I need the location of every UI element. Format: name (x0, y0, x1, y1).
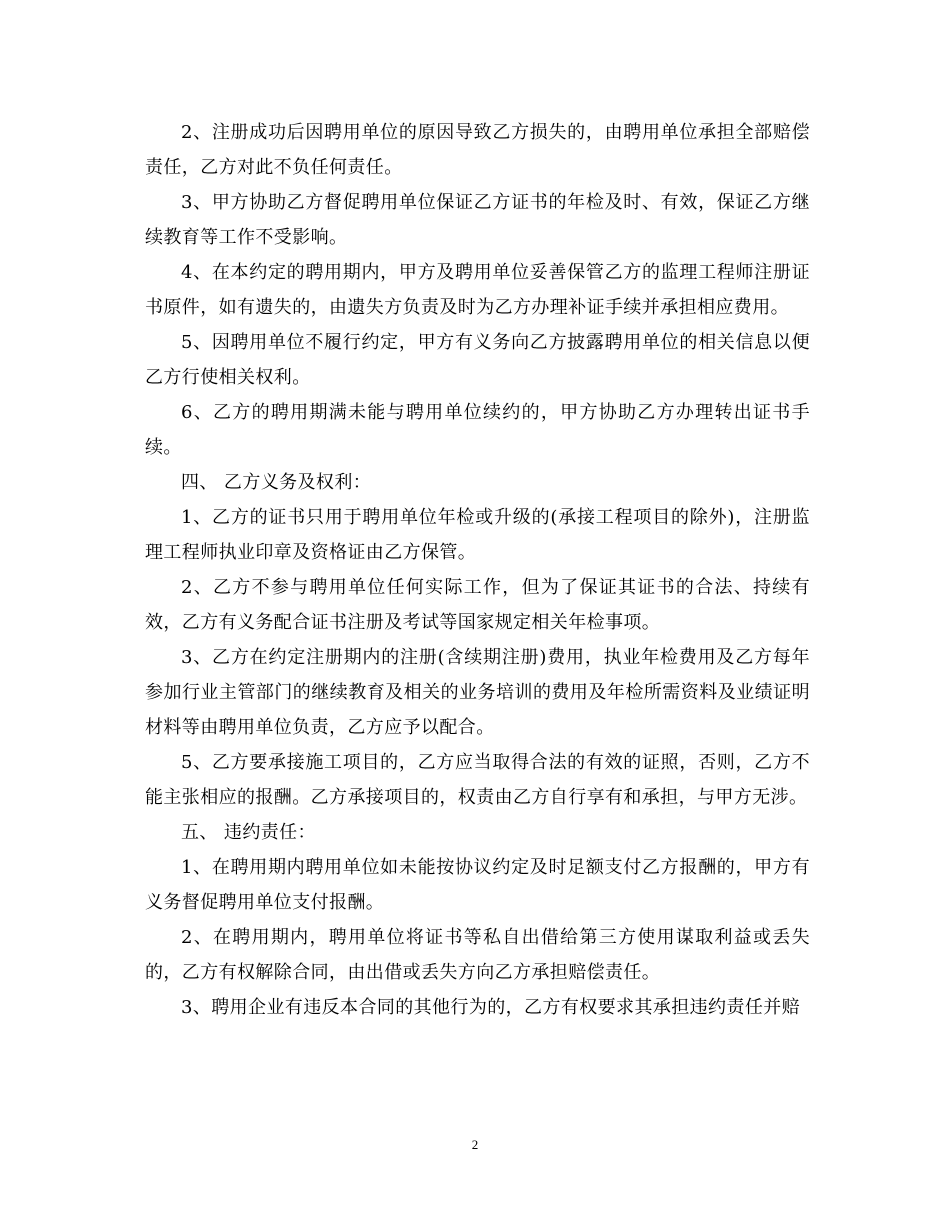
paragraph-clause-3: 3、甲方协助乙方督促聘用单位保证乙方证书的年检及时、有效，保证乙方继续教育等工作不受影响。 (145, 192, 810, 248)
section-heading-5: 五、 违约责任： (181, 822, 316, 843)
paragraph-clause-4: 4、在本约定的聘用期内，甲方及聘用单位妥善保管乙方的监理工程师注册证书原件，如有遗失的，由遗失方负责及时为乙方办理补证手续并承担相应费用。 (145, 262, 810, 318)
paragraph-section4-clause-3: 3、乙方在约定注册期内的注册(含续期注册)费用，执业年检费用及乙方每年参加行业主管部门的继续教育及相关的业务培训的费用及年检所需资料及业绩证明材料等由聘用单位负责，乙方应予以配合。 (145, 647, 810, 738)
paragraph-section5-clause-1: 1、在聘用期内聘用单位如未能按协议约定及时足额支付乙方报酬的，甲方有义务督促聘用单位支付报酬。 (145, 857, 810, 913)
document-body (145, 115, 810, 1025)
paragraph-section4-clause-1: 1、乙方的证书只用于聘用单位年检或升级的(承接工程项目的除外)，注册监理工程师执业印章及资格证由乙方保管。 (145, 507, 810, 563)
paragraph-clause-5: 5、因聘用单位不履行约定，甲方有义务向乙方披露聘用单位的相关信息以便乙方行使相关权利。 (145, 332, 810, 388)
paragraph-section4-clause-5: 5、乙方要承接施工项目的，乙方应当取得合法的有效的证照，否则，乙方不能主张相应的报酬。乙方承接项目的，权责由乙方自行享有和承担，与甲方无涉。 (145, 752, 810, 808)
paragraph-section5-clause-2: 2、在聘用期内，聘用单位将证书等私自出借给第三方使用谋取利益或丢失的，乙方有权解除合同，由出借或丢失方向乙方承担赔偿责任。 (145, 927, 810, 983)
page-number: 2 (471, 1137, 479, 1152)
paragraph-section4-clause-2: 2、乙方不参与聘用单位任何实际工作，但为了保证其证书的合法、持续有效，乙方有义务配合证书注册及考试等国家规定相关年检事项。 (145, 577, 810, 633)
paragraph-section5-clause-3: 3、聘用企业有违反本合同的其他行为的，乙方有权要求其承担违约责任并赔 (181, 997, 801, 1018)
paragraph-clause-2: 2、注册成功后因聘用单位的原因导致乙方损失的，由聘用单位承担全部赔偿责任，乙方对此不负任何责任。 (145, 122, 810, 178)
paragraph-clause-6: 6、乙方的聘用期满未能与聘用单位续约的，甲方协助乙方办理转出证书手续。 (145, 402, 810, 458)
section-heading-4: 四、 乙方义务及权利： (181, 472, 372, 493)
